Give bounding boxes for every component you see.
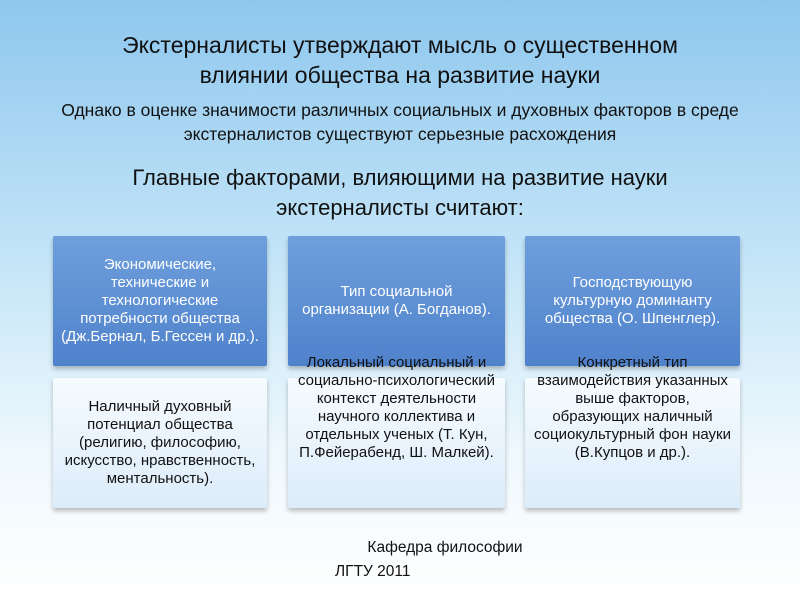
factor-box-text: Локальный социальный и социально-психологический контекст деятельности научного коллектива и отдельных ученых (Т. Кун, П.Фейерабенд, Ш. Малкей). [298, 354, 495, 461]
factor-box-text: Наличный духовный потенциал общества (религию, философию, искусство, нравственность, ментальность). [64, 398, 256, 487]
section-heading: Главные факторами, влияющими на развитие науки экстерналисты считают: [132, 165, 668, 220]
factor-box-text: Конкретный тип взаимодействия указанных выше факторов, образующих наличный социокультурный фон науки (В.Купцов и др.). [534, 354, 731, 461]
factor-box-text: Тип социальной организации (А. Богданов). [302, 283, 491, 318]
factor-box-spiritual-potential [53, 378, 267, 508]
slide-title: Экстерналисты утверждают мысль о существенном влиянии общества на развитие науки [122, 32, 678, 88]
footer-university-year: ЛГТУ 2011 [335, 563, 411, 580]
factor-box-local-context [288, 354, 505, 508]
factor-box-social-organization [288, 236, 505, 366]
factor-box-cultural-dominant [525, 236, 740, 366]
slide-subtitle: Однако в оценке значимости различных социальных и духовных факторов в среде экстерналистов существуют серьезные расхождения [61, 100, 739, 144]
factor-box-economic [53, 236, 267, 366]
factor-box-text: Экономические, технические и технологические потребности общества (Дж.Бернал, Б.Гессен и др.). [61, 256, 259, 345]
footer-department: Кафедра философии [367, 539, 523, 556]
factor-box-text: Господствующую культурную доминанту общества (О. Шпенглер). [544, 274, 721, 327]
factor-box-interaction-type [525, 354, 740, 508]
